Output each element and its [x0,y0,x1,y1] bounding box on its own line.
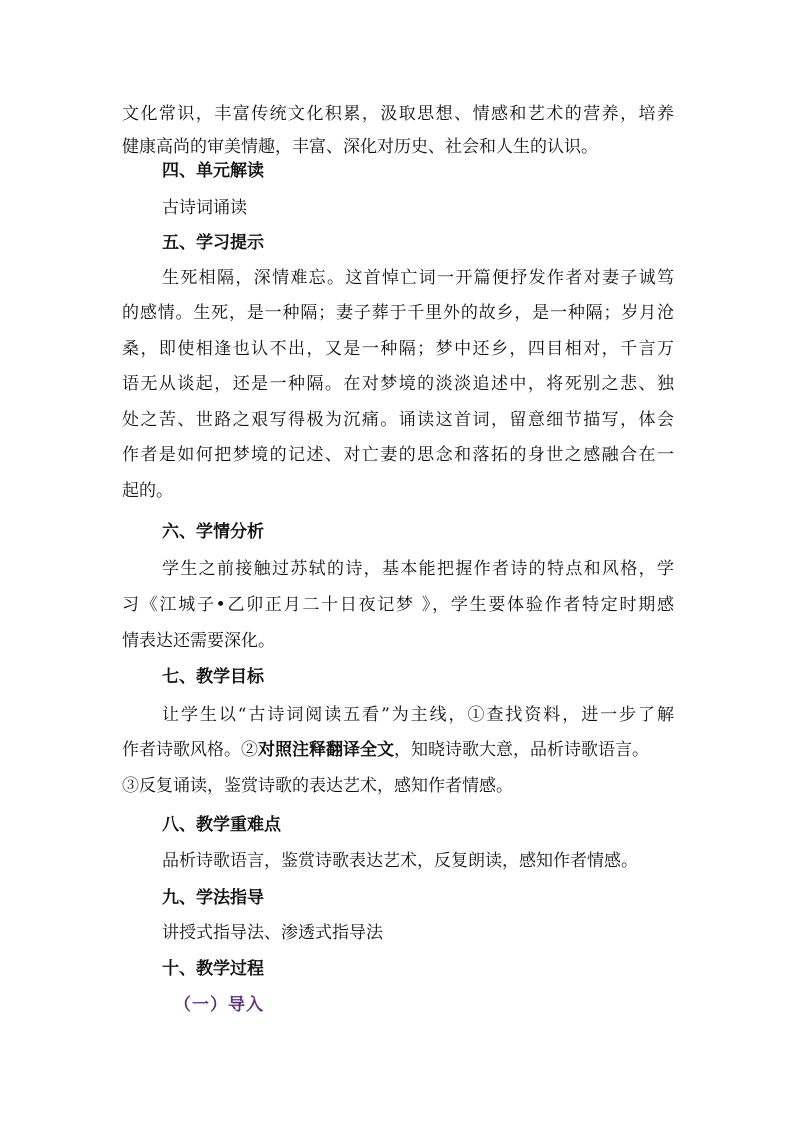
section-heading-key-difficulties: 八、教学重难点 [162,815,281,835]
section-body: 品析诗歌语言，鉴赏诗歌表达艺术，反复朗读，感知作者情感。 [162,851,638,871]
paragraph-line: 习《江城子•乙卯正月二十日夜记梦 》，学生要体验作者特定时期感 [122,595,674,615]
section-body: 古诗词诵读 [162,198,247,218]
text-run-bold: 对照注释翻译全文 [258,740,394,760]
paragraph-line: 语无从谈起，还是一种隔。在对梦境的淡淡追述中，将死别之悲、独 [122,374,674,394]
paragraph-line: 桑，即使相逢也认不出，又是一种隔；梦中还乡，四目相对，千言万 [122,339,674,359]
paragraph-line: 学生之前接触过苏轼的诗，基本能把握作者诗的特点和风格，学 [162,559,674,579]
paragraph-line: 处之苦、世路之艰写得极为沉痛。诵读这首词，留意细节描写，体会 [122,410,674,430]
paragraph-line: 的感情。生死，是一种隔；妻子葬于千里外的故乡，是一种隔；岁月沧 [122,303,674,323]
paragraph-line: ③反复诵读，鉴赏诗歌的表达艺术，感知作者情感。 [122,776,513,796]
section-heading-method-guidance: 九、学法指导 [162,888,264,908]
section-heading-teaching-goals: 七、教学目标 [162,667,264,687]
paragraph-line: 生死相隔，深情难忘。这首悼亡词一开篇便抒发作者对妻子诚笃 [162,268,674,288]
paragraph-line: 作者是如何把梦境的记述、对亡妻的思念和落拓的身世之感融合在一 [122,445,674,465]
section-heading-teaching-process: 十、教学过程 [162,959,264,979]
section-heading-learning-tips: 五、学习提示 [162,233,264,253]
paragraph-line: 起的。 [122,481,173,501]
section-body: 讲授式指导法、渗透式指导法 [162,923,383,943]
section-heading-unit-reading: 四、单元解读 [162,161,264,181]
intro-line: 文化常识，丰富传统文化积累，汲取思想、情感和艺术的营养，培养 [122,104,674,124]
section-heading-student-analysis: 六、学情分析 [162,522,264,542]
paragraph-line: 情表达还需要深化。 [122,631,275,651]
paragraph-line [122,740,649,760]
text-run: 作者诗歌风格。② [122,740,258,760]
intro-line: 健康高尚的审美情趣，丰富、深化对历史、社会和人生的认识。 [122,137,598,157]
subsection-heading-introduction: （一）导入 [174,995,264,1015]
paragraph-line: 让学生以“古诗词阅读五看”为主线，①查找资料，进一步了解 [162,705,674,725]
text-run: ，知晓诗歌大意，品析诗歌语言。 [394,740,649,760]
